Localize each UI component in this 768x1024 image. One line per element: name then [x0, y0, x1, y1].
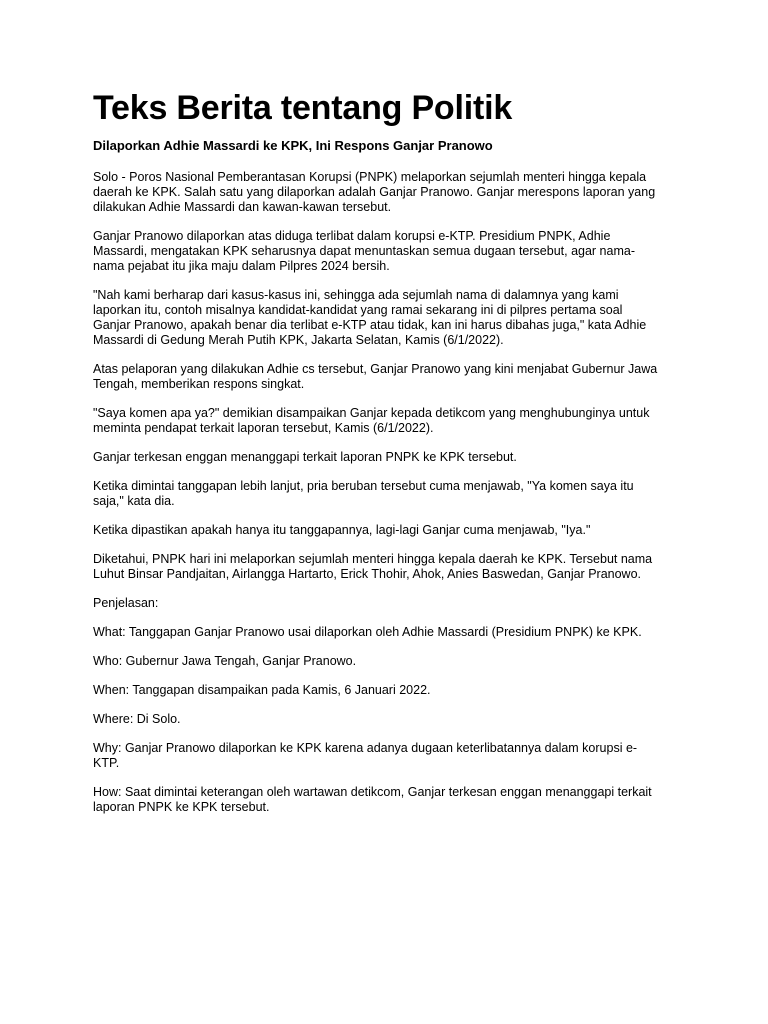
paragraph-4: Atas pelaporan yang dilakukan Adhie cs tersebut, Ganjar Pranowo yang kini menjabat Gubernur Jawa Tengah, memberikan respons singkat.: [93, 362, 658, 391]
explanation-who: Who: Gubernur Jawa Tengah, Ganjar Pranowo.: [93, 654, 357, 668]
paragraph-7: Ketika dimintai tanggapan lebih lanjut, pria beruban tersebut cuma menjawab, "Ya komen saya itu saja," kata dia.: [93, 479, 634, 508]
explanation-where: Where: Di Solo.: [93, 712, 181, 726]
page-title: Teks Berita tentang Politik: [93, 89, 513, 127]
explanation-what: What: Tanggapan Ganjar Pranowo usai dilaporkan oleh Adhie Massardi (Presidium PNPK) ke KPK.: [93, 625, 642, 639]
paragraph-5: "Saya komen apa ya?" demikian disampaikan Ganjar kepada detikcom yang menghubunginya untuk meminta pendapat terkait laporan tersebut, Kamis (6/1/2022).: [93, 406, 650, 435]
paragraph-8: Ketika dipastikan apakah hanya itu tanggapannya, lagi-lagi Ganjar cuma menjawab, "Iya.": [93, 523, 591, 537]
explanation-when: When: Tanggapan disampaikan pada Kamis, 6 Januari 2022.: [93, 683, 431, 697]
paragraph-3: "Nah kami berharap dari kasus-kasus ini, sehingga ada sejumlah nama di dalamnya yang kami laporkan itu, contoh misalnya kandidat-kandidat yang ramai sekarang ini di pilpres pertama soal Ganjar Pranowo, apakah benar dia terlibat e-KTP atau tidak, kan ini harus dibahas juga," kata Adhie Massardi di Gedung Merah Putih KPK, Jakarta Selatan, Kamis (6/1/2022).: [93, 288, 647, 347]
article-headline: Dilaporkan Adhie Massardi ke KPK, Ini Respons Ganjar Pranowo: [93, 138, 493, 153]
article-paragraphs: [93, 170, 683, 815]
document-body: [93, 88, 683, 829]
explanation-why: Why: Ganjar Pranowo dilaporkan ke KPK karena adanya dugaan keterlibatannya dalam korupsi e- KTP.: [93, 741, 638, 770]
explanation-heading: Penjelasan:: [93, 596, 159, 610]
paragraph-9: Diketahui, PNPK hari ini melaporkan sejumlah menteri hingga kepala daerah ke KPK. Tersebut nama Luhut Binsar Pandjaitan, Airlangga Hartarto, Erick Thohir, Ahok, Anies Baswedan, Ganjar Pranowo.: [93, 552, 653, 581]
paragraph-1: Solo - Poros Nasional Pemberantasan Korupsi (PNPK) melaporkan sejumlah menteri hingga kepala daerah ke KPK. Salah satu yang dilaporkan adalah Ganjar Pranowo. Ganjar merespons laporan yang dilakukan Adhie Massardi dan kawan-kawan tersebut.: [93, 170, 656, 214]
explanation-how: How: Saat dimintai keterangan oleh wartawan detikcom, Ganjar terkesan enggan menanggapi terkait laporan PNPK ke KPK tersebut.: [93, 785, 652, 814]
paragraph-2: Ganjar Pranowo dilaporkan atas diduga terlibat dalam korupsi e-KTP. Presidium PNPK, Adhie Massardi, mengatakan KPK seharusnya dapat menuntaskan semua dugaan tersebut, agar nama- nama pejabat itu jika maju dalam Pilpres 2024 bersih.: [93, 229, 635, 273]
paragraph-6: Ganjar terkesan enggan menanggapi terkait laporan PNPK ke KPK tersebut.: [93, 450, 517, 464]
